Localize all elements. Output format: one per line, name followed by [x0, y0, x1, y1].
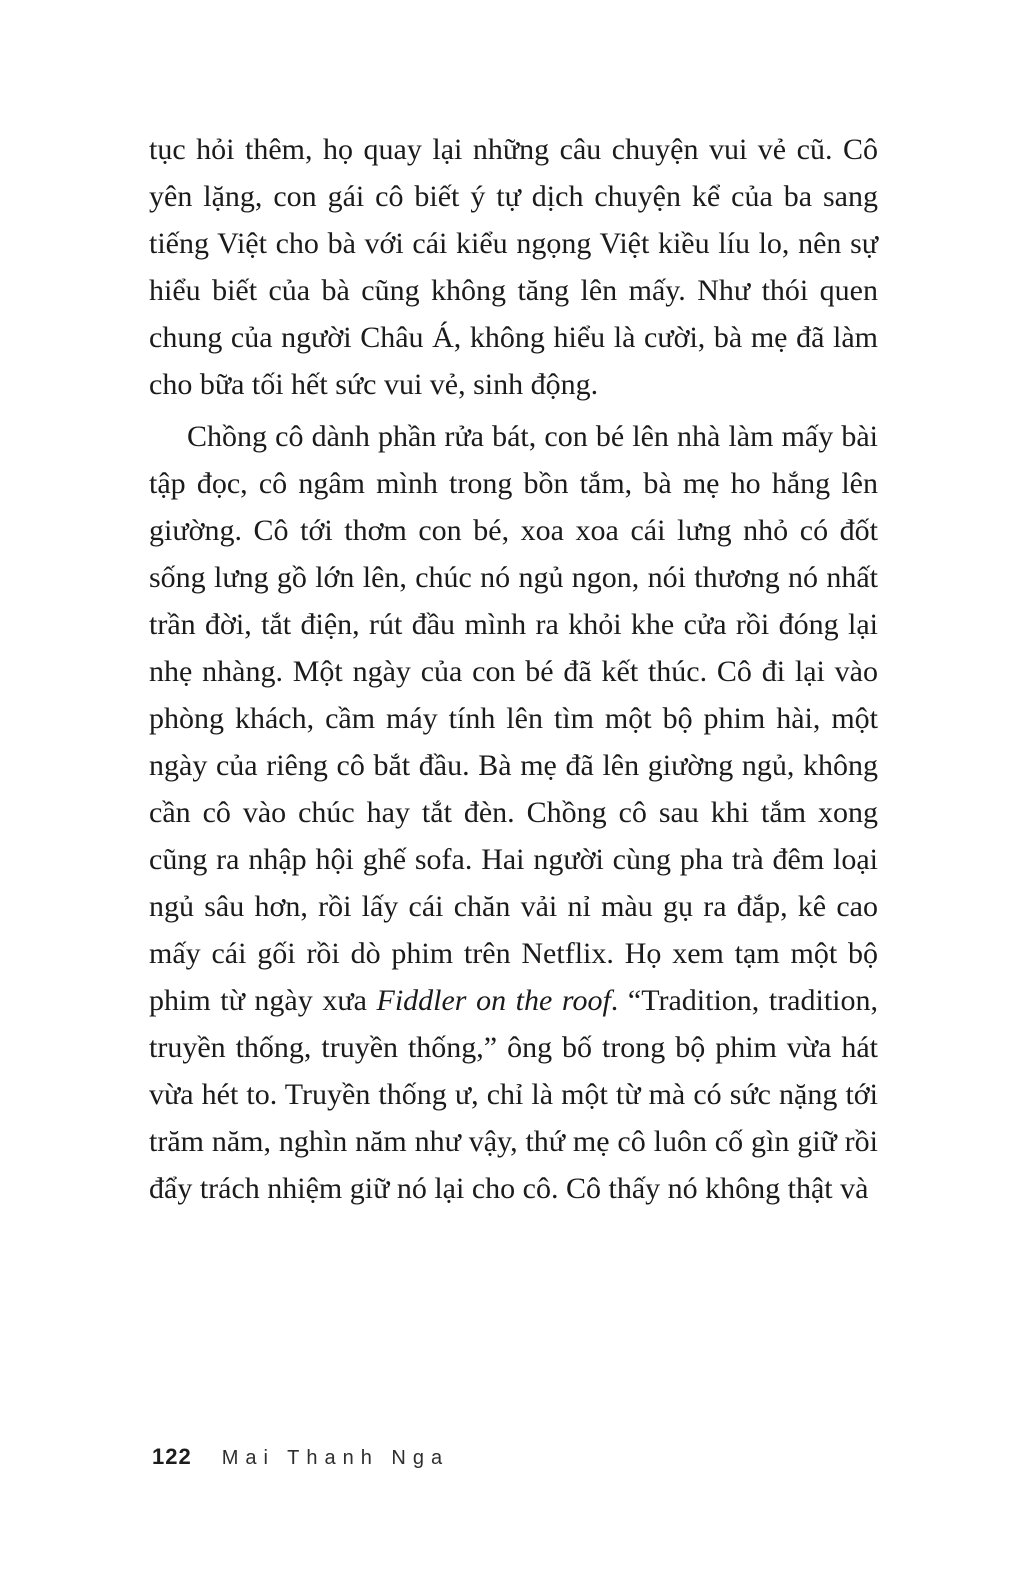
- paragraph-1-text: tục hỏi thêm, họ quay lại những câu chuyện vui vẻ cũ. Cô yên lặng, con gái cô biết ý tự dịch chuyện kể của ba sang tiếng Việt cho bà với cái kiểu ngọng Việt kiều líu lo, nên sự hiểu biết của bà cũng không tăng lên mấy. Như thói quen chung của người Châu Á, không hiểu là cười, bà mẹ đã làm cho bữa tối hết sức vui vẻ, sinh động.: [149, 133, 878, 401]
- movie-title-italic: Fiddler on the roof: [376, 984, 611, 1017]
- page-number: 122: [152, 1444, 192, 1469]
- page-footer: [152, 1444, 449, 1470]
- paragraph-2-text-b: . “Tradition, tradition, truyền thống, truyền thống,” ông bố trong bộ phim vừa hát vừa hét to. Truyền thống ư, chỉ là một từ mà có sức nặng tới trăm năm, nghìn năm như vậy, thứ mẹ cô luôn cố gìn giữ rồi đẩy trách nhiệm giữ nó lại cho cô. Cô thấy nó không thật và: [149, 984, 879, 1205]
- author-name: Mai Thanh Nga: [221, 1447, 450, 1469]
- paragraph-1: [149, 126, 878, 408]
- paragraph-2: [149, 413, 878, 1212]
- body-text: [149, 126, 878, 1212]
- paragraph-2-text-a: Chồng cô dành phần rửa bát, con bé lên nhà làm mấy bài tập đọc, cô ngâm mình trong bồn tắm, bà mẹ ho hắng lên giường. Cô tới thơm con bé, xoa xoa cái lưng nhỏ có đốt sống lưng gồ lớn lên, chúc nó ngủ ngon, nói thương nó nhất trần đời, tắt điện, rút đầu mình ra khỏi khe cửa rồi đóng lại nhẹ nhàng. Một ngày của con bé đã kết thúc. Cô đi lại vào phòng khách, cầm máy tính lên tìm một bộ phim hài, một ngày của riêng cô bắt đầu. Bà mẹ đã lên giường ngủ, không cần cô vào chúc hay tắt đèn. Chồng cô sau khi tắm xong cũng ra nhập hội ghế sofa. Hai người cùng pha trà đêm loại ngủ sâu hơn, rồi lấy cái chăn vải nỉ màu gụ ra đắp, kê cao mấy cái gối rồi dò phim trên Netflix. Họ xem tạm một bộ phim từ ngày xưa: [149, 420, 878, 1017]
